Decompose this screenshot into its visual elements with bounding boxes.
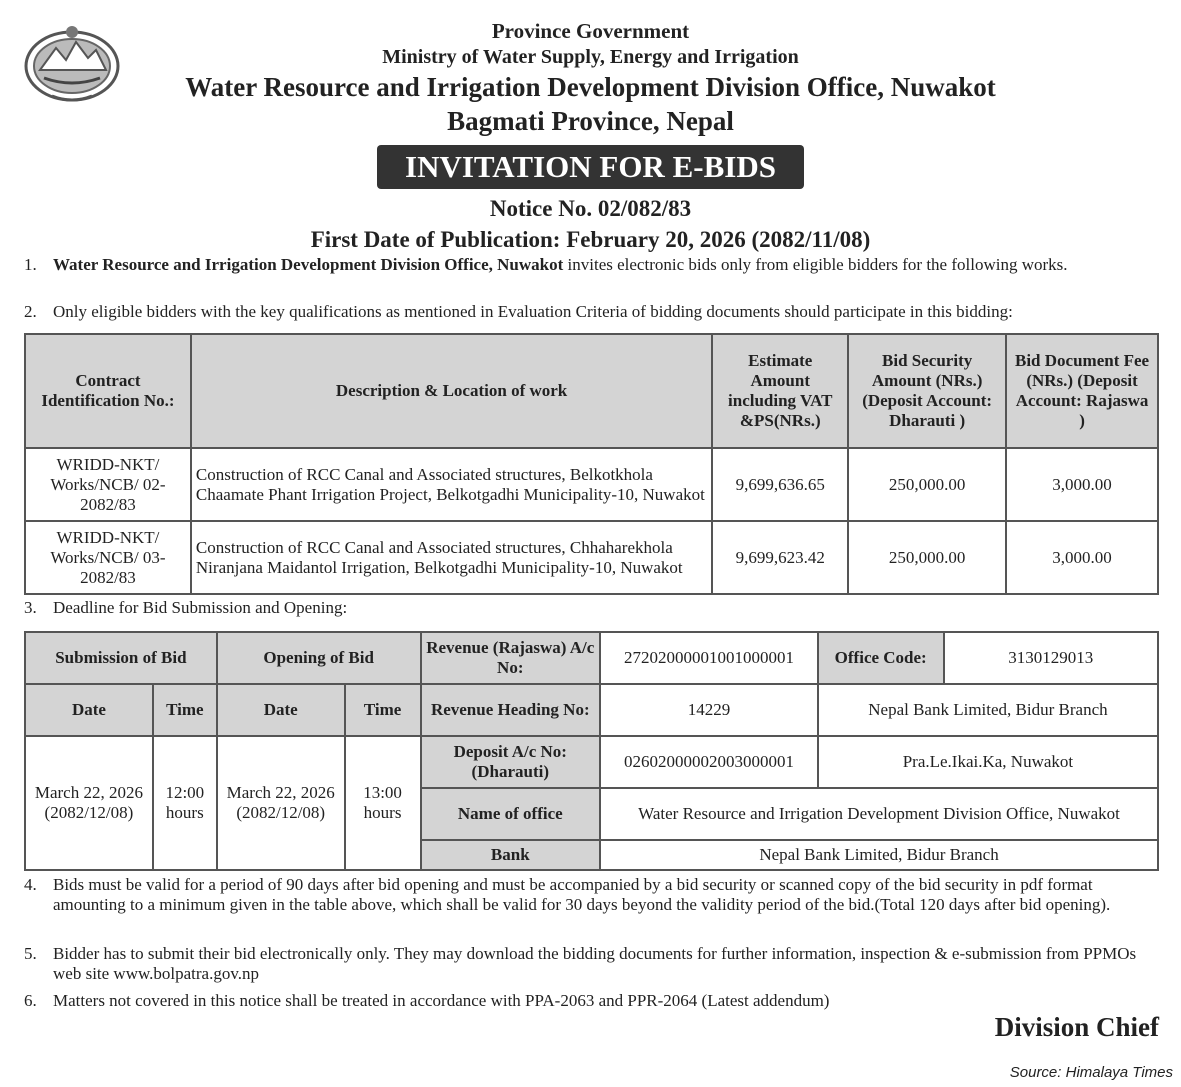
submission-date: March 22, 2026 (2082/12/08) — [25, 736, 153, 870]
contract-id-header: Contract Identification No.: — [25, 334, 191, 448]
item-number: 5. — [24, 944, 37, 963]
office-heading: Water Resource and Irrigation Development Division Office, Nuwakot — [185, 72, 996, 102]
division-chief-signature: Division Chief — [994, 1012, 1159, 1042]
description-header: Description & Location of work — [191, 334, 712, 448]
item-number: 6. — [24, 991, 37, 1010]
opening-date: March 22, 2026 (2082/12/08) — [217, 736, 345, 870]
description-cell: Construction of RCC Canal and Associated structures, Chhaharekhola Niranjana Maidantol Irrigation, Belkotgadhi Municipality-10, Nuwakot — [191, 521, 712, 594]
item-4-text: Bids must be valid for a period of 90 days after bid opening and must be accompanied by a bid security or scanned copy of the bid security in pdf format amounting to a minimum given in the table above, which shall be valid for 30 days beyond the validity period of the bid.(Total 120 days after bid opening). — [53, 875, 1111, 914]
submission-time: 12:00 hours — [153, 736, 217, 870]
office-name-value: Water Resource and Irrigation Development Division Office, Nuwakot — [600, 788, 1158, 840]
office-code-label: Office Code: — [818, 632, 944, 684]
opening-header: Opening of Bid — [217, 632, 421, 684]
contract-id-cell: WRIDD-NKT/ Works/NCB/ 02-2082/83 — [25, 448, 191, 521]
document-fee-cell: 3,000.00 — [1006, 521, 1158, 594]
office-name-bold: Water Resource and Irrigation Development Division Office, Nuwakot — [53, 255, 564, 274]
revenue-account-value: 27202000001001000001 — [600, 632, 818, 684]
revenue-account-label: Revenue (Rajaswa) A/c No: — [421, 632, 601, 684]
works-table — [24, 333, 1159, 595]
submission-date-header: Date — [25, 684, 153, 736]
document-fee-header: Bid Document Fee (NRs.) (Deposit Account: Rajaswa ) — [1006, 334, 1158, 448]
source-credit: Source: Himalaya Times — [1009, 1064, 1173, 1081]
submission-time-header: Time — [153, 684, 217, 736]
bid-security-cell: 250,000.00 — [848, 521, 1006, 594]
item-1-text — [53, 255, 1161, 275]
ministry-heading: Ministry of Water Supply, Energy and Irrigation — [382, 46, 799, 68]
item-6-text: Matters not covered in this notice shall be treated in accordance with PPA-2063 and PPR-2064 (Latest addendum) — [53, 991, 830, 1010]
bank-value: Nepal Bank Limited, Bidur Branch — [600, 840, 1158, 870]
province-heading: Bagmati Province, Nepal — [447, 106, 734, 136]
submission-header: Submission of Bid — [25, 632, 217, 684]
publication-date: First Date of Publication: February 20, 2026 (2082/11/08) — [310, 227, 871, 252]
bid-security-header: Bid Security Amount (NRs.) (Deposit Account: Dharauti ) — [848, 334, 1006, 448]
estimate-header: Estimate Amount including VAT &PS(NRs.) — [712, 334, 848, 448]
item-5-text: Bidder has to submit their bid electronically only. They may download the bidding documents for further information, inspection & e-submission from PPMOs web site www.bolpatra.gov.np — [53, 944, 1137, 983]
estimate-cell: 9,699,636.65 — [712, 448, 848, 521]
province-government-heading: Province Government — [491, 19, 690, 43]
opening-date-header: Date — [217, 684, 345, 736]
office-name-label: Name of office — [421, 788, 601, 840]
item-number: 3. — [24, 598, 37, 617]
revenue-bank: Nepal Bank Limited, Bidur Branch — [818, 684, 1158, 736]
item-number: 2. — [24, 302, 37, 321]
description-cell: Construction of RCC Canal and Associated structures, Belkotkhola Chaamate Phant Irrigation Project, Belkotgadhi Municipality-10, Nuwakot — [191, 448, 712, 521]
bank-label: Bank — [421, 840, 601, 870]
contract-id-cell: WRIDD-NKT/ Works/NCB/ 03-2082/83 — [25, 521, 191, 594]
opening-time-header: Time — [345, 684, 421, 736]
deposit-account-value: 02602000002003000001 — [600, 736, 818, 788]
deposit-account-label: Deposit A/c No:(Dharauti) — [421, 736, 601, 788]
item-2-text: Only eligible bidders with the key qualifications as mentioned in Evaluation Criteria of bidding documents should participate in this bidding: — [53, 302, 1013, 321]
revenue-heading-label: Revenue Heading No: — [421, 684, 601, 736]
revenue-heading-value: 14229 — [600, 684, 818, 736]
table-row — [25, 521, 1158, 594]
item-number: 4. — [24, 875, 37, 894]
deposit-office: Pra.Le.Ikai.Ka, Nuwakot — [818, 736, 1158, 788]
item-3-text: Deadline for Bid Submission and Opening: — [53, 598, 348, 617]
bid-security-cell: 250,000.00 — [848, 448, 1006, 521]
deadline-table — [24, 631, 1159, 871]
opening-time: 13:00 hours — [345, 736, 421, 870]
table-row — [25, 448, 1158, 521]
estimate-cell: 9,699,623.42 — [712, 521, 848, 594]
notice-number: Notice No. 02/082/83 — [489, 196, 692, 221]
document-fee-cell: 3,000.00 — [1006, 448, 1158, 521]
item-1-rest: invites electronic bids only from eligible bidders for the following works. — [563, 255, 1068, 274]
invitation-banner: INVITATION FOR E-BIDS — [377, 145, 804, 189]
office-code-value: 3130129013 — [944, 632, 1158, 684]
item-number: 1. — [24, 255, 37, 274]
